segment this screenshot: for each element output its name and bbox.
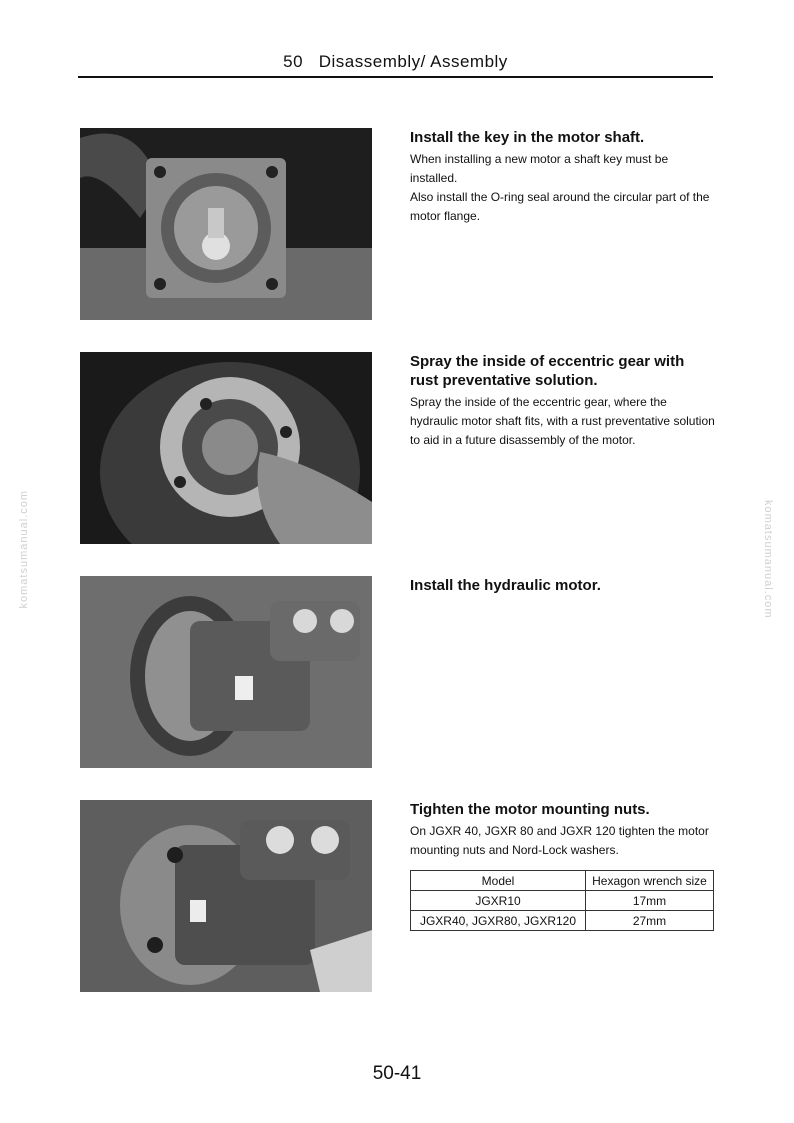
table-cell-wrench: 27mm [586,911,714,931]
table-header-wrench: Hexagon wrench size [586,871,714,891]
step-text: Also install the O-ring seal around the circular part of the motor flange. [410,190,710,223]
page-number: 50-41 [372,1063,422,1084]
step-text: When installing a new motor a shaft key must be installed. [410,152,669,185]
watermark-right: komatsumanual.com [762,500,774,619]
step-text: Spray the inside of the eccentric gear, where the hydraulic motor shaft fits, with a rust preventative solution to aid in a future disassembly of the motor. [410,395,715,447]
step-heading: Install the hydraulic motor. [410,577,601,594]
table-cell-wrench: 17mm [586,891,714,911]
table-row [411,911,714,931]
table-cell-model: JGXR10 [411,891,586,911]
table-row [411,891,714,911]
photo-hydraulic-motor [80,576,372,768]
watermark-left: komatsumanual.com [18,490,30,609]
table-cell-model: JGXR40, JGXR80, JGXR120 [411,911,586,931]
header-title: 50 Disassembly/ Assembly [283,52,508,71]
table-header-row [411,871,714,891]
table-header-model: Model [411,871,586,891]
page-header [78,50,713,78]
photo-motor-shaft [80,128,372,320]
step-text: On JGXR 40, JGXR 80 and JGXR 120 tighten the motor mounting nuts and Nord-Lock washers. [410,824,709,857]
step-heading: Tighten the motor mounting nuts. [410,801,650,818]
photo-mounting-nuts [80,800,372,992]
wrench-size-table [410,870,714,931]
photo-eccentric-gear [80,352,372,544]
step-heading: Install the key in the motor shaft. [410,129,645,146]
step-heading: Spray the inside of eccentric gear with rust preventative solution. [410,353,685,389]
